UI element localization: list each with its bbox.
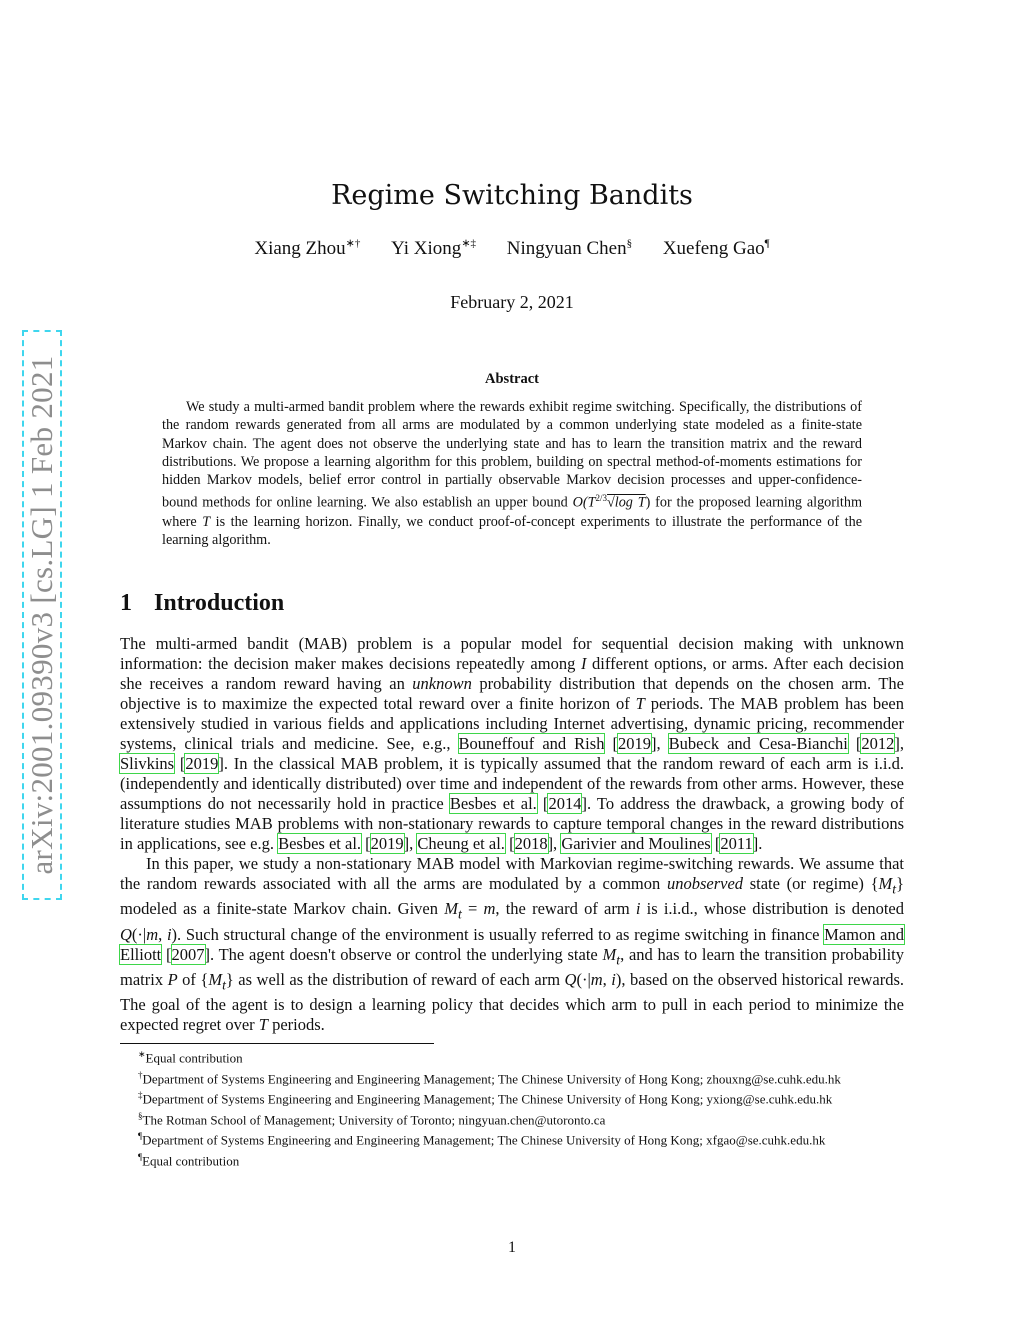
footnote-rule [120, 1043, 434, 1044]
paragraph: In this paper, we study a non-stationary MAB model with Markovian regime-switching rewards. We assume that the random rewards associated with all the arms are modulated by a common unobserved state (or regime) $\{M_t\}$ modeled as a finite-state Markov chain. Given $M_t = m$, the reward of arm i is i.i.d., whose distribution is denoted Q(·|m, i). Such structural change of the environment is usually referred to as regime switching in finance Mamon and Elliott [2007]. The agent doesn't observe or control the underlying state $M_t$, and has to learn the transition probability matrix P of $\{M_t\}$ as well as the distribution of reward of each arm Q(·|m, i), based on the observed historical rewards. The goal of the agent is to design a learning policy that decides which arm to pull in each period to minimize the expected regret over T periods. [120, 854, 905, 1035]
citation-link[interactable]: Mamon and Elliott [120, 924, 905, 964]
citation-link[interactable]: Slivkins [120, 754, 175, 773]
citation-link[interactable]: Besbes et al. [278, 834, 362, 853]
citation-link[interactable]: Bubeck and Cesa-Bianchi [668, 734, 848, 753]
arxiv-stamp-text: arXiv:2001.09390v3 [cs.LG] 1 Feb 2021 [24, 355, 59, 875]
citation-year-link[interactable]: 2012 [861, 734, 895, 753]
citation-year-link[interactable]: 2018 [514, 834, 548, 853]
citation-year-link[interactable]: 2019 [185, 754, 219, 773]
abstract-heading: Abstract [485, 371, 539, 387]
citation-link[interactable]: Besbes et al. [449, 794, 537, 813]
author: Xiang Zhou∗† [254, 238, 361, 260]
citation-link[interactable]: Garivier and Moulines [561, 834, 711, 853]
footnote: ¶Department of Systems Engineering and Engineering Management; The Chinese University of Hong Kong; xfgao@se.cuhk.edu.hk [138, 1131, 826, 1148]
footnote: ‡Department of Systems Engineering and Engineering Management; The Chinese University of Hong Kong; yxiong@se.cuhk.edu.hk [138, 1090, 833, 1107]
paper-date: February 2, 2021 [450, 292, 574, 312]
citation-year-link[interactable]: 2007 [171, 944, 205, 964]
paper-title: Regime Switching Bandits [331, 180, 693, 211]
footnotes [120, 1046, 906, 1169]
citation-year-link[interactable]: 2014 [548, 794, 582, 813]
page-number: 1 [508, 1239, 516, 1256]
author: Xuefeng Gao¶ [662, 238, 770, 260]
section-heading [120, 590, 284, 617]
section-title: Introduction [154, 590, 285, 616]
citation-link[interactable]: Bouneffouf and Rish [458, 734, 605, 753]
footnote: ∗Equal contribution [138, 1049, 243, 1066]
paragraph: The multi-armed bandit (MAB) problem is a popular model for sequential decision making with unknown information: the decision maker makes decisions repeatedly among I different options, or arms. After each decision she receives a random reward having an unknown probability distribution that depends on the chosen arm. The objective is to maximize the expected total reward over a finite horizon of T periods. The MAB problem has been extensively studied in various fields and applications including Internet advertising, dynamic pricing, recommender systems, clinical trials and medicine. See, e.g., Bouneffouf and Rish [2019], Bubeck and Cesa-Bianchi [2012], Slivkins [2019]. In the classical MAB problem, it is typically assumed that the random reward of each arm is i.i.d. (independently and identically distributed) over time and independent of the rewards from other arms. However, these assumptions do not necessarily hold in practice Besbes et al. [2014]. To address the drawback, a growing body of literature studies MAB problems with non-stationary rewards to capture temporal changes in the reward distributions in applications, see e.g. Besbes et al. [2019], Cheung et al. [2018], Garivier and Moulines [2011]. [120, 634, 905, 853]
author: Yi Xiong∗‡ [391, 238, 477, 260]
citation-year-link[interactable]: 2019 [618, 734, 651, 753]
arxiv-stamp [22, 330, 62, 900]
author-list [0, 237, 1024, 260]
section-number: 1 [120, 590, 132, 616]
abstract-body: We study a multi-armed bandit problem where the rewards exhibit regime switching. Specifically, the distributions of the random rewards generated from all arms are modulated by a common underlying state modeled as a finite-state Markov chain. The agent does not observe the underlying state and has to learn the transition matrix and the reward distributions. We propose a learning algorithm for this problem, building on spectral method-of-moments estimations for hidden Markov models, belief error control in partially observable Markov decision processes and upper-confidence-bound methods for online learning. We also establish an upper bound $O(T^{2/3}√\log$ T) for the proposed learning algorithm where T is the learning horizon. Finally, we conduct proof-of-concept experiments to illustrate the performance of the learning algorithm. [162, 399, 862, 548]
footnote: †Department of Systems Engineering and Engineering Management; The Chinese University of Hong Kong; zhouxng@se.cuhk.edu.hk [138, 1069, 841, 1086]
footnote: ¶Equal contribution [138, 1151, 240, 1168]
author: Ningyuan Chen§ [506, 238, 633, 260]
citation-link[interactable]: Cheung et al. [417, 834, 505, 853]
citation-year-link[interactable]: 2011 [720, 834, 753, 853]
footnote: §The Rotman School of Management; University of Toronto; ningyuan.chen@utoronto.ca [138, 1110, 606, 1127]
citation-year-link[interactable]: 2019 [370, 834, 404, 853]
body-text [120, 634, 904, 1035]
